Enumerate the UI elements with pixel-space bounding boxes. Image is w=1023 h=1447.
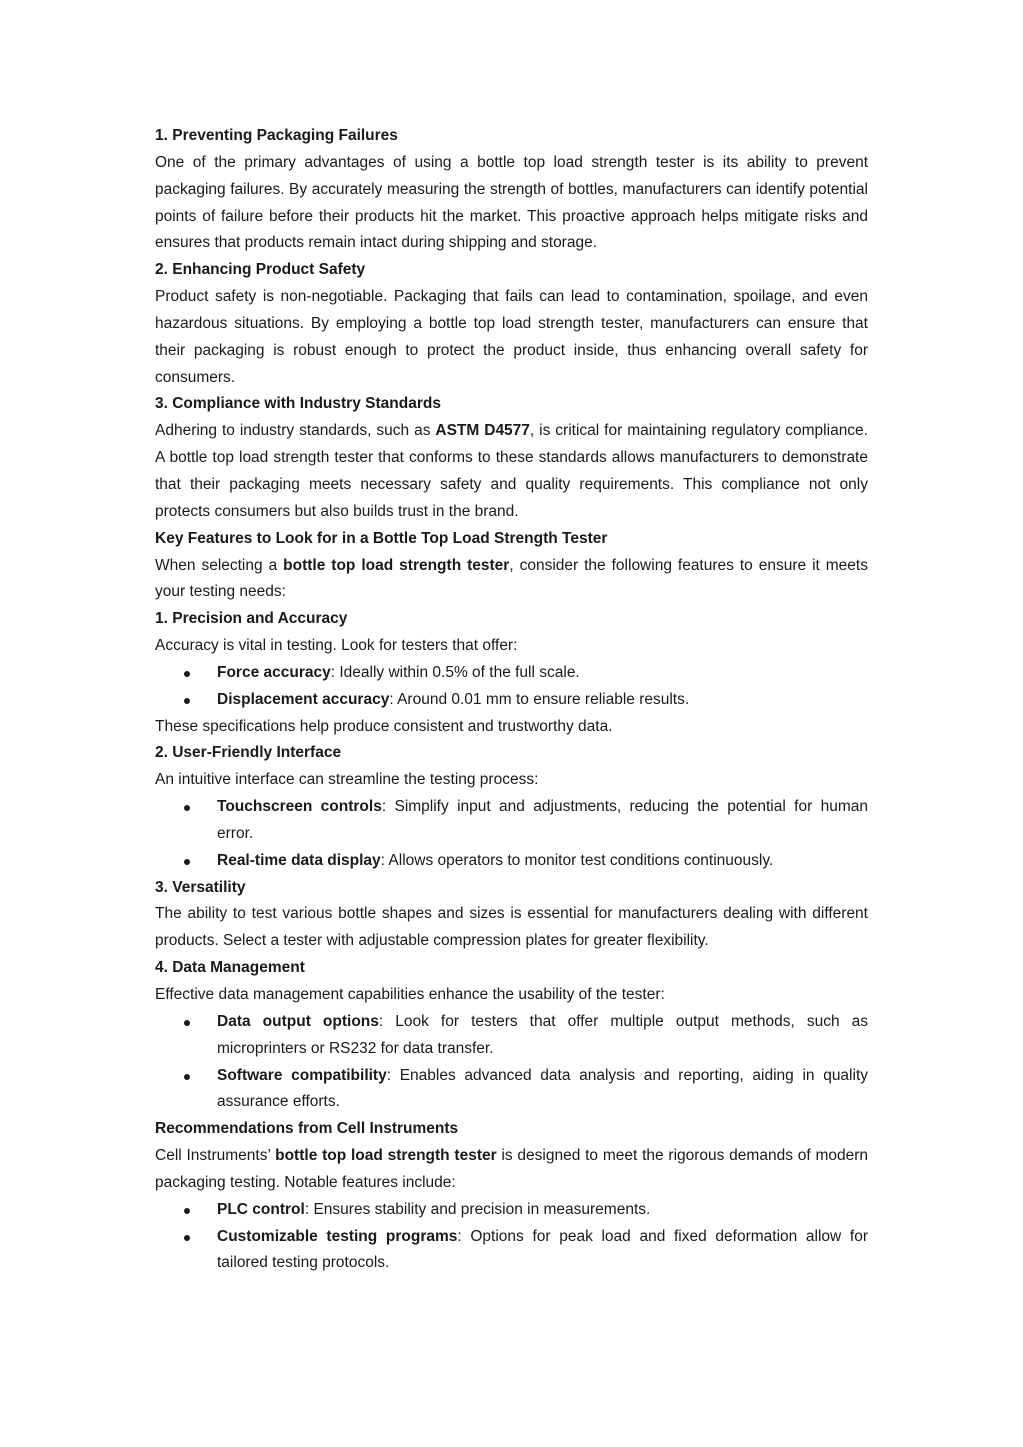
list-item [155,1224,868,1278]
bold-term: Customizable testing programs [217,1227,458,1245]
list-item [155,794,868,848]
list-item [155,660,868,687]
section-heading: Key Features to Look for in a Bottle Top Load Strength Tester [155,529,608,547]
bold-term: Force accuracy [217,663,331,681]
bullet-list [155,1009,868,1116]
text-run: : Ideally within 0.5% of the full scale. [330,663,580,681]
list-item [155,687,868,714]
list-item [155,848,868,875]
bold-term: bottle top load strength tester [283,556,510,574]
bold-term: PLC control [217,1200,305,1218]
paragraph: These specifications help produce consistent and trustworthy data. [155,717,613,735]
paragraph: Effective data management capabilities enhance the usability of the tester: [155,986,665,1003]
text-run: Adhering to industry standards, such as [155,422,436,440]
text-run: : Simplify input and adjustments, reducing the potential for human error. [217,798,868,842]
list-item [155,1063,868,1117]
list-item [155,1009,868,1063]
paragraph: The ability to test various bottle shapes and sizes is essential for manufacturers dealing with different products. Select a tester with adjustable compression plates for greater flexibility. [155,905,868,950]
bold-term: Software compatibility [217,1066,387,1084]
list-item [155,1197,868,1224]
text-run: : Look for testers that offer multiple output methods, such as microprinters or RS232 for data transfer. [217,1012,869,1057]
section-heading: 2. User-Friendly Interface [155,744,342,762]
paragraph: Product safety is non-negotiable. Packaging that fails can lead to contamination, spoilage, and even hazardous situations. By employing a bottle top load strength tester, manufacturers can ensure that their packaging is robust enough to protect the product inside, thus enhancing overall safety for consumers. [155,288,868,386]
text-run: : Ensures stability and precision in measurements. [304,1200,651,1218]
bullet-list [155,1197,868,1278]
bold-term: bottle top load strength tester [275,1147,497,1165]
section-heading: 3. Compliance with Industry Standards [155,395,441,413]
document-page [155,123,868,1277]
text-run: Cell Instruments’ [155,1147,276,1165]
bold-term: Displacement accuracy [217,690,390,708]
text-run: : Enables advanced data analysis and reporting, aiding in quality assurance efforts. [217,1066,868,1111]
text-run: , consider the following features to ensure it meets your testing needs: [155,556,868,601]
paragraph: An intuitive interface can streamline the testing process: [155,771,539,789]
text-run: , is critical for maintaining regulatory compliance. A bottle top load strength tester that conforms to these standards allows manufacturers to demonstrate that their packaging meets necessary safety and quality requirements. This compliance not only protects consumers but also builds trust in the brand. [155,422,868,520]
bold-term: Touchscreen controls [217,798,382,816]
bold-term: Data output options [217,1012,379,1030]
section-heading: Recommendations from Cell Instruments [155,1120,459,1138]
paragraph: Accuracy is vital in testing. Look for testers that offer: [155,637,518,655]
section-heading: 1. Preventing Packaging Failures [155,127,398,144]
bullet-list [155,660,868,714]
bold-term: ASTM D4577 [435,422,530,440]
bold-term: Real-time data display [217,851,381,869]
section-heading: 4. Data Management [155,959,305,977]
text-run: When selecting a [155,556,284,574]
paragraph: One of the primary advantages of using a bottle top load strength tester is its ability to prevent packaging failures. By accurately measuring the strength of bottles, manufacturers can identify potential points of failure before their products hit the market. This proactive approach helps mitigate risks and ensures that products remain intact during shipping and storage. [155,153,868,252]
paragraph [155,418,868,525]
section-heading: 1. Precision and Accuracy [155,610,348,628]
paragraph [155,553,868,607]
section-heading: 2. Enhancing Product Safety [155,261,366,279]
paragraph [155,1143,868,1197]
text-run: : Allows operators to monitor test conditions continuously. [380,851,774,869]
text-run: : Around 0.01 mm to ensure reliable results. [389,690,690,708]
section-heading: 3. Versatility [155,878,246,896]
text-run: is designed to meet the rigorous demands of modern packaging testing. Notable features include: [155,1147,869,1191]
text-run: : Options for peak load and fixed deformation allow for tailored testing protocols. [217,1227,868,1272]
bullet-list [155,794,868,875]
